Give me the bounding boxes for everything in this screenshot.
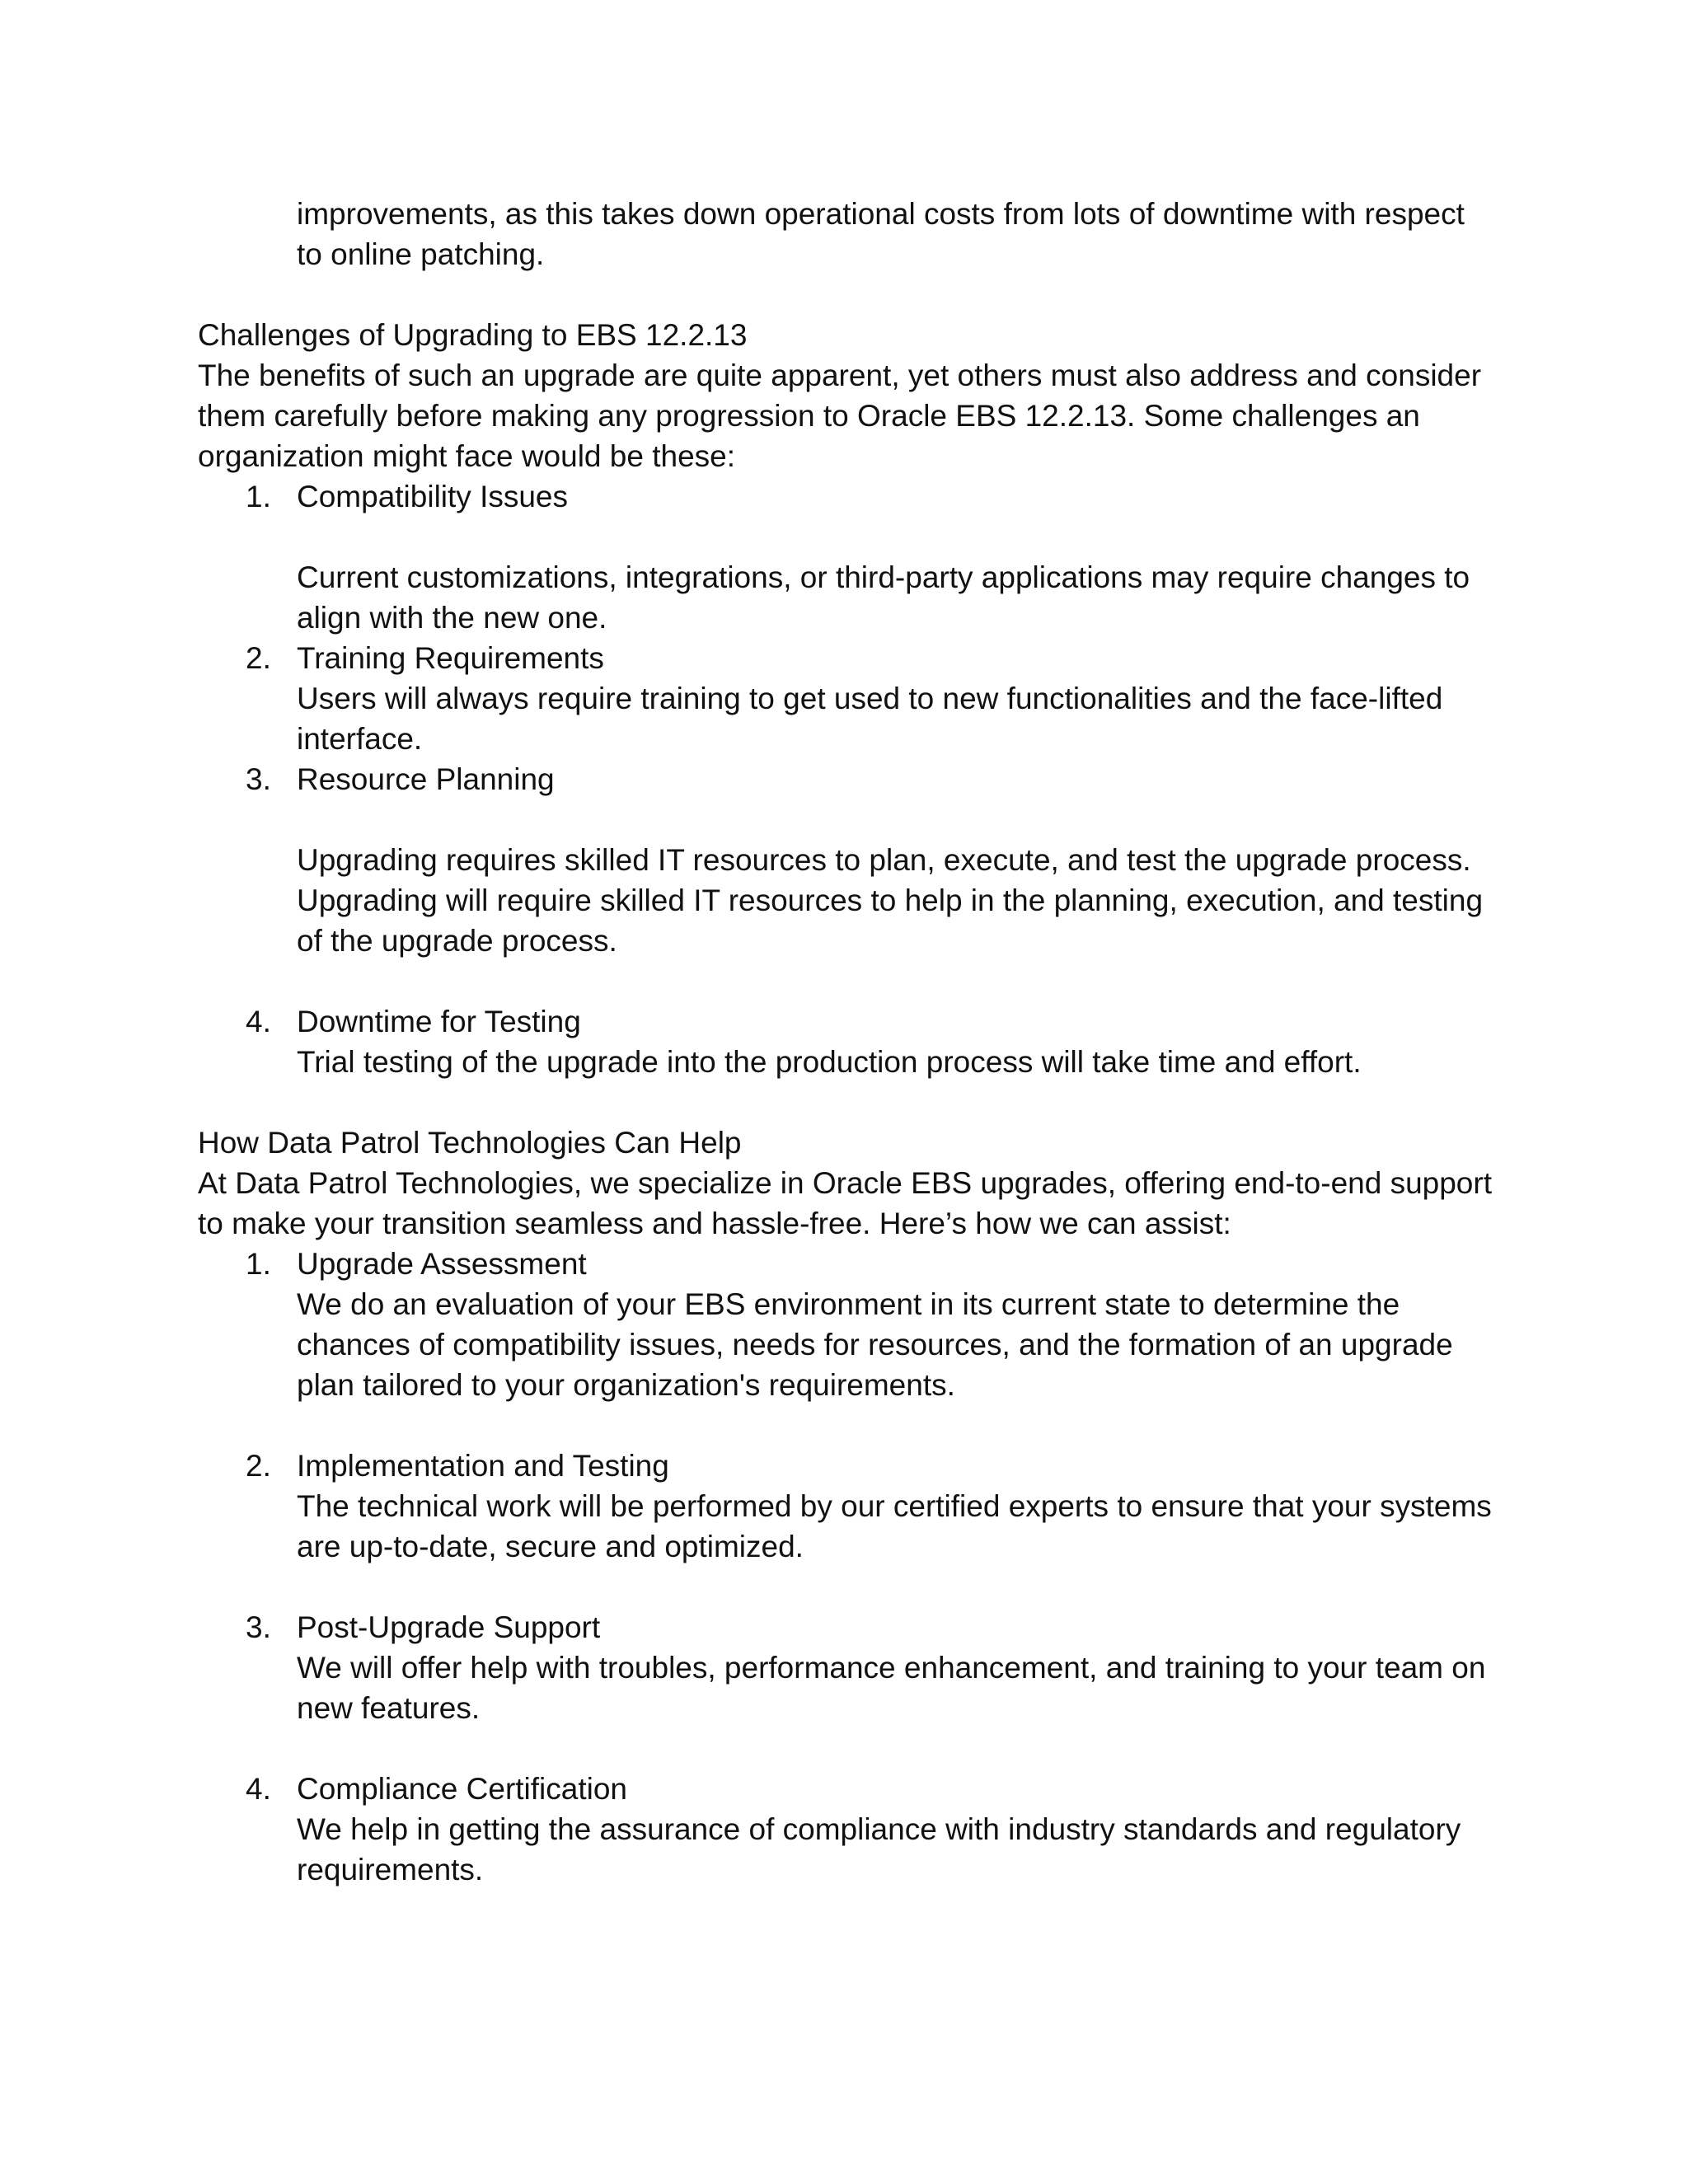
list-item [198, 476, 1492, 638]
item-description: Current customizations, integrations, or third-party applications may require changes to align with the new one. [297, 560, 1470, 635]
help-intro: At Data Patrol Technologies, we specialize in Oracle EBS upgrades, offering end-to-end support to make your transition seamless and hassle-free. Here’s how we can assist: [198, 1166, 1492, 1240]
challenges-intro: The benefits of such an upgrade are quite apparent, yet others must also address and consider them carefully before making any progression to Oracle EBS 12.2.13. Some challenges an organization might face would be these: [198, 359, 1482, 473]
item-title: Downtime for Testing [297, 1005, 581, 1038]
document-content [198, 194, 1492, 1890]
list-number: 1. [246, 480, 271, 513]
list-number: 3. [246, 762, 271, 796]
list-number: 1. [246, 1247, 271, 1281]
spacer [198, 1082, 1492, 1122]
item-title: Implementation and Testing [297, 1449, 669, 1483]
item-title: Post-Upgrade Support [297, 1610, 601, 1644]
spacer [297, 1405, 1492, 1446]
list-number: 4. [246, 1772, 271, 1806]
list-number: 2. [246, 641, 271, 675]
item-title: Compliance Certification [297, 1772, 628, 1806]
list-item [198, 638, 1492, 759]
item-description: We do an evaluation of your EBS environment in its current state to determine the chances of compatibility issues, needs for resources, and the formation of an upgrade plan tailored to your organization's requirements. [297, 1287, 1453, 1402]
spacer [297, 961, 1492, 1001]
item-description: We will offer help with troubles, performance enhancement, and training to your team on new features. [297, 1651, 1486, 1725]
list-number: 3. [246, 1610, 271, 1644]
challenges-heading: Challenges of Upgrading to EBS 12.2.13 [198, 318, 748, 352]
item-title: Upgrade Assessment [297, 1247, 587, 1281]
list-item [198, 1001, 1492, 1082]
item-description: Upgrading requires skilled IT resources to plan, execute, and test the upgrade process. Upgrading will require skilled IT resources to help in the planning, execution, and testing of the upgrade process. [297, 843, 1484, 958]
item-description: Users will always require training to get used to new functionalities and the face-lifted interface. [297, 682, 1443, 756]
list-number: 2. [246, 1449, 271, 1483]
list-item [198, 1607, 1492, 1769]
help-list [198, 1244, 1492, 1890]
list-item [198, 1244, 1492, 1446]
item-description: We help in getting the assurance of compliance with industry standards and regulatory requirements. [297, 1812, 1461, 1886]
list-item [198, 1769, 1492, 1890]
item-title: Compatibility Issues [297, 480, 569, 513]
spacer [198, 274, 1492, 315]
challenges-list [198, 476, 1492, 1082]
spacer [297, 1728, 1492, 1769]
spacer [297, 1567, 1492, 1607]
list-number: 4. [246, 1005, 271, 1038]
item-title: Resource Planning [297, 762, 555, 796]
item-description: The technical work will be performed by our certified experts to ensure that your systems are up-to-date, secure and optimized. [297, 1489, 1492, 1563]
spacer [297, 517, 1492, 557]
item-description: Trial testing of the upgrade into the production process will take time and effort. [297, 1045, 1362, 1079]
continuation-paragraph: improvements, as this takes down operational costs from lots of downtime with respect to online patching. [297, 197, 1465, 271]
spacer [297, 799, 1492, 840]
item-title: Training Requirements [297, 641, 604, 675]
list-item [198, 759, 1492, 1001]
help-heading: How Data Patrol Technologies Can Help [198, 1126, 742, 1160]
list-item [198, 1446, 1492, 1607]
